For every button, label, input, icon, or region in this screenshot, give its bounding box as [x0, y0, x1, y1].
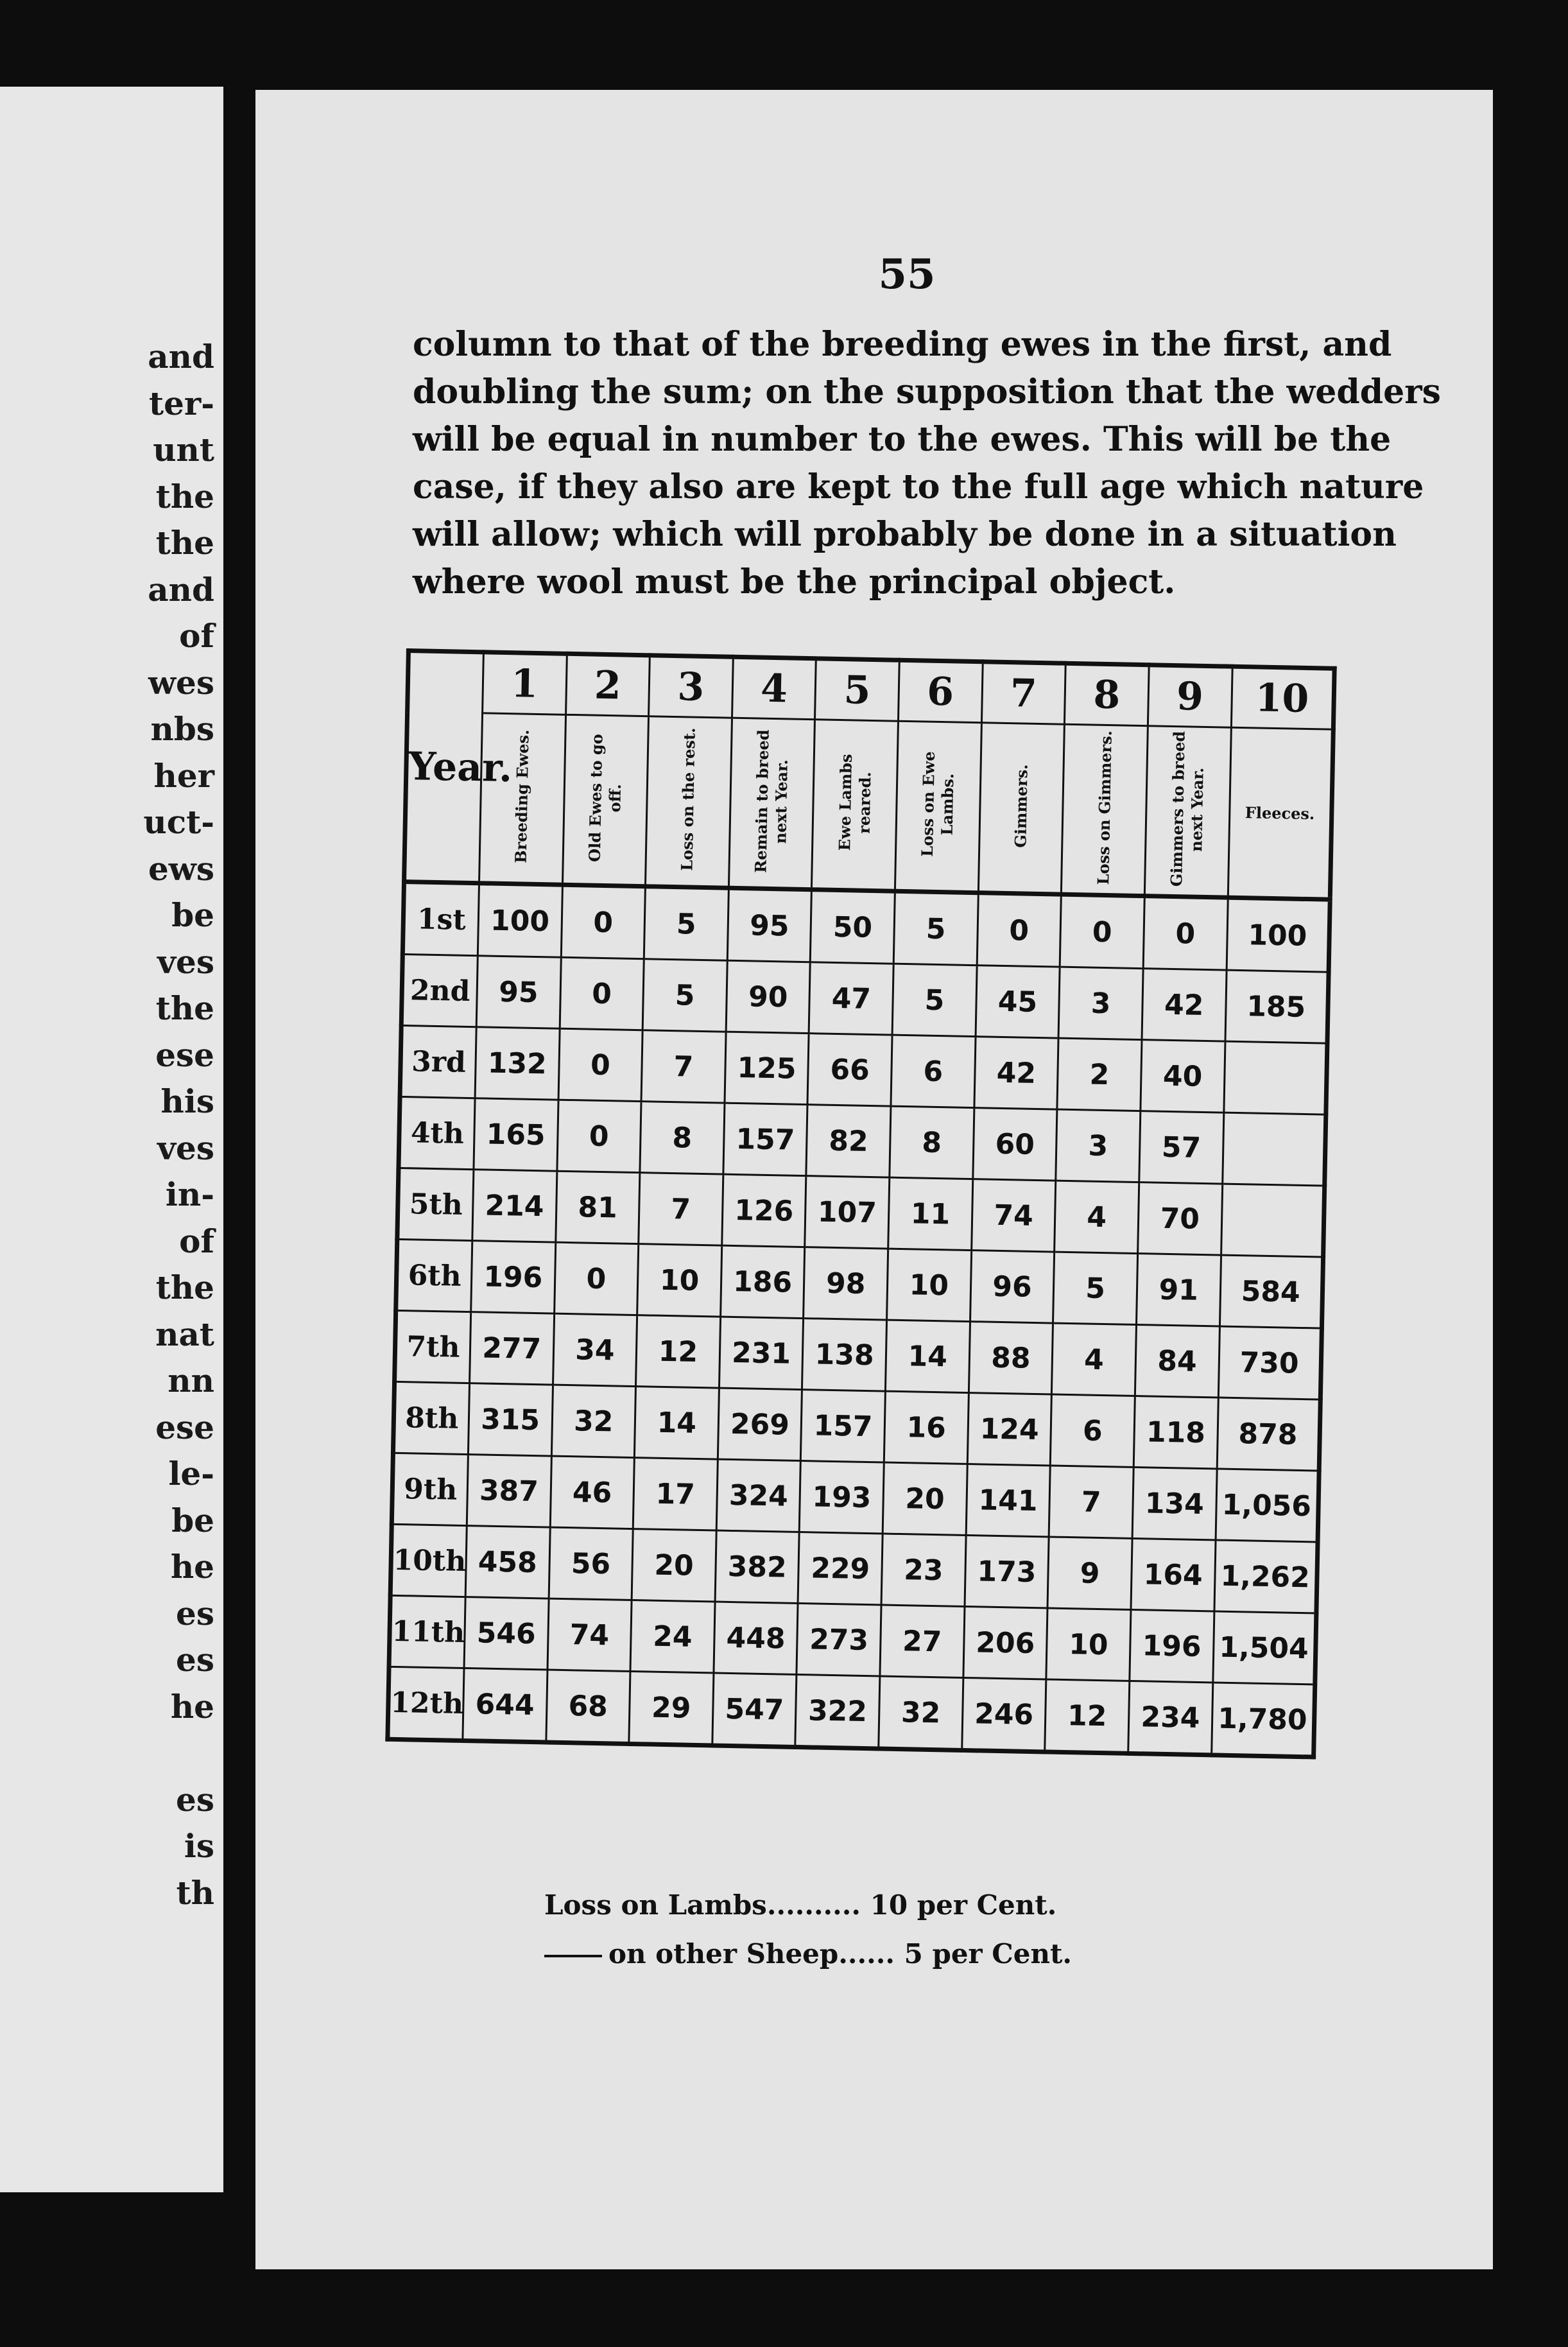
column-header: Fleeces.: [1228, 727, 1334, 899]
column-header: [1144, 726, 1231, 897]
left-page-text-fragment: be: [171, 1501, 214, 1539]
table-cell: 57: [1139, 1111, 1224, 1184]
table-cell: 46: [550, 1456, 635, 1529]
table-cell: 32: [551, 1385, 636, 1457]
left-page-text-fragment: and: [148, 570, 214, 609]
table-cell: 74: [971, 1179, 1056, 1252]
left-page-text-fragment: is: [184, 1827, 214, 1865]
column-number: 10: [1231, 666, 1334, 729]
table-cell: 277: [469, 1312, 554, 1385]
table-cell: 56: [549, 1527, 633, 1600]
table-cell: 47: [809, 962, 893, 1035]
table-cell: 20: [632, 1529, 716, 1602]
table-cell: 45: [976, 966, 1060, 1038]
year-cell: 9th: [392, 1453, 468, 1525]
table-cell: 4: [1052, 1323, 1137, 1396]
year-cell: 6th: [396, 1239, 472, 1312]
left-page-text-fragment: of: [179, 1222, 214, 1260]
left-page-text-fragment: es: [176, 1641, 214, 1679]
table-cell: 164: [1131, 1538, 1216, 1611]
column-header: [1062, 724, 1148, 896]
left-page-text-fragment: he: [170, 1548, 214, 1586]
sheep-stock-table-wrapper: [383, 648, 1337, 1873]
table-cell: 186: [720, 1245, 805, 1318]
table-cell: 448: [714, 1602, 798, 1674]
table-cell: 324: [716, 1459, 801, 1532]
column-number: 3: [649, 655, 733, 718]
table-cell: 157: [801, 1390, 886, 1462]
table-cell: 60: [972, 1108, 1057, 1181]
left-page-text-fragment: the: [155, 477, 214, 515]
left-page-text-fragment: ews: [148, 849, 214, 888]
book-page: [255, 90, 1493, 2269]
table-cell: 234: [1128, 1681, 1213, 1754]
table-cell: 16: [884, 1391, 969, 1464]
table-cell: 125: [725, 1032, 809, 1104]
table-cell: 84: [1135, 1325, 1219, 1398]
table-cell: 6: [891, 1035, 976, 1107]
table-cell: 50: [811, 890, 895, 964]
table-cell: 90: [726, 960, 811, 1033]
column-header: [479, 713, 565, 885]
year-cell: 5th: [397, 1168, 474, 1240]
table-cell: 12: [1045, 1679, 1130, 1753]
page-number: 55: [878, 250, 936, 299]
column-header-label: Old Ewes to go off.: [585, 733, 625, 862]
table-cell: 6: [1050, 1394, 1135, 1467]
table-cell: 382: [715, 1530, 800, 1603]
table-cell: 100: [1227, 897, 1331, 972]
year-cell: 3rd: [400, 1025, 476, 1098]
table-cell: 8: [890, 1106, 974, 1179]
table-cell: 7: [641, 1030, 726, 1103]
table-cell: 96: [970, 1251, 1055, 1323]
year-cell: 8th: [393, 1381, 469, 1454]
table-cell: [1222, 1113, 1326, 1186]
column-number: 5: [815, 659, 899, 721]
left-page-text-fragment: unt: [153, 431, 214, 469]
table-cell: 0: [554, 1242, 639, 1315]
table-cell: 173: [965, 1535, 1049, 1607]
table-cell: 1,504: [1212, 1611, 1316, 1684]
table-cell: 5: [644, 887, 728, 960]
table-cell: 1,262: [1214, 1540, 1318, 1613]
table-cell: 196: [1130, 1609, 1214, 1682]
left-page-text-fragment: he: [170, 1687, 214, 1726]
table-cell: 231: [719, 1317, 804, 1389]
table-cell: 17: [633, 1458, 718, 1530]
table-cell: 27: [880, 1605, 965, 1677]
table-cell: 126: [721, 1174, 806, 1247]
table-cell: 458: [465, 1526, 550, 1598]
table-cell: 14: [634, 1387, 719, 1459]
table-cell: 40: [1141, 1040, 1225, 1113]
left-page-text-fragment: ese: [155, 1408, 214, 1446]
footnote: [544, 1881, 1072, 1979]
table-cell: 118: [1133, 1396, 1218, 1469]
table-cell: 132: [475, 1027, 560, 1100]
table-cell: 1,780: [1211, 1683, 1315, 1757]
column-header-label: Loss on the rest.: [677, 727, 700, 872]
paragraph-line: doubling the sum; on the supposition that the wedders: [413, 372, 1441, 411]
year-cell: 11th: [389, 1595, 465, 1668]
table-cell: 3: [1056, 1109, 1141, 1182]
column-number: 9: [1148, 665, 1232, 727]
column-number: 2: [565, 654, 650, 716]
table-cell: 0: [1060, 894, 1144, 968]
table-cell: 10: [1046, 1608, 1131, 1681]
left-page-text-fragment: ese: [155, 1035, 214, 1074]
left-page-text-fragment: nbs: [150, 710, 214, 748]
table-cell: 23: [881, 1534, 966, 1606]
left-page-text-fragment: in-: [165, 1175, 214, 1213]
table-cell: 95: [476, 956, 561, 1028]
left-page-text-fragment: nn: [168, 1362, 214, 1399]
left-page-text-fragment: nat: [155, 1315, 214, 1353]
column-header-label: Gimmers to breed next Year.: [1167, 731, 1207, 887]
left-page-text-fragment: the: [155, 989, 214, 1027]
table-cell: 138: [802, 1319, 887, 1391]
column-header-label: Loss on Gimmers.: [1093, 730, 1116, 885]
table-cell: 42: [1142, 969, 1227, 1041]
table-cell: 273: [797, 1603, 881, 1676]
footnote-line-lambs: Loss on Lambs.......... 10 per Cent.: [544, 1889, 1057, 1921]
table-cell: 24: [630, 1600, 715, 1673]
column-header: [978, 723, 1065, 894]
year-cell: 4th: [399, 1096, 475, 1169]
paragraph-line: will allow; which will probably be done in a situation: [413, 515, 1397, 554]
left-page-text-fragment: be: [171, 896, 214, 934]
table-cell: 584: [1219, 1255, 1323, 1328]
left-page-text-fragment: wes: [148, 663, 214, 702]
table-cell: 98: [804, 1247, 888, 1320]
table-cell: 229: [798, 1532, 883, 1605]
table-cell: 42: [974, 1037, 1059, 1109]
table-cell: 10: [637, 1244, 722, 1317]
left-page-text-fragment: his: [160, 1082, 214, 1120]
table-cell: 5: [893, 891, 978, 965]
left-page-text-fragment: the: [155, 524, 214, 562]
table-cell: 730: [1218, 1326, 1322, 1399]
paragraph-line: will be equal in number to the ewes. This will be the: [413, 420, 1391, 459]
table-cell: 91: [1136, 1254, 1221, 1326]
table-cell: 246: [961, 1677, 1046, 1751]
year-cell: 1st: [402, 882, 479, 956]
year-header: Year.: [404, 651, 484, 883]
table-cell: 322: [795, 1674, 880, 1748]
table-cell: 206: [963, 1606, 1048, 1679]
left-page-text-fragment: her: [153, 756, 214, 795]
left-page-text-fragment: of: [179, 617, 214, 655]
column-header-row: [404, 712, 1334, 900]
column-header-label: Ewe Lambs reared.: [834, 754, 875, 851]
column-header-label: Gimmers.: [1011, 764, 1031, 848]
table-cell: 81: [555, 1171, 640, 1243]
paragraph-line: where wool must be the principal object.: [413, 562, 1176, 602]
table-cell: 315: [468, 1383, 553, 1456]
year-cell: 10th: [390, 1524, 467, 1597]
table-cell: 196: [471, 1241, 556, 1313]
table-cell: 82: [806, 1105, 891, 1177]
table-cell: 70: [1137, 1182, 1222, 1255]
table-cell: 2: [1057, 1038, 1142, 1111]
table-cell: [1223, 1041, 1327, 1114]
table-cell: 185: [1225, 970, 1329, 1043]
left-page-text-fragment: uct-: [143, 803, 214, 841]
table-cell: 12: [636, 1315, 721, 1388]
table-cell: 214: [472, 1170, 557, 1242]
table-cell: 66: [807, 1034, 892, 1106]
table-cell: 0: [558, 1028, 643, 1101]
table-cell: 5: [892, 964, 977, 1036]
table-cell: 14: [885, 1320, 970, 1392]
table-cell: 29: [629, 1671, 714, 1745]
left-page-text-fragment: th: [176, 1873, 214, 1912]
left-page-text-fragment: es: [176, 1780, 214, 1819]
table-cell: 134: [1132, 1467, 1217, 1539]
table-cell: 165: [474, 1098, 558, 1171]
column-number: 6: [898, 660, 982, 722]
column-number: 4: [732, 657, 816, 719]
left-page-text-fragment: ves: [157, 942, 214, 981]
table-cell: 34: [553, 1313, 637, 1386]
year-cell: 7th: [395, 1310, 471, 1383]
table-cell: 0: [977, 893, 1062, 967]
column-number: 8: [1065, 663, 1149, 725]
table-cell: 3: [1058, 967, 1143, 1039]
left-page-text-fragment: es: [176, 1594, 214, 1633]
table-cell: 107: [805, 1176, 890, 1249]
paragraph-line: column to that of the breeding ewes in the first, and: [413, 325, 1392, 364]
column-number: 1: [482, 652, 566, 714]
paragraph-line: case, if they also are kept to the full age which nature: [413, 467, 1424, 507]
table-cell: 387: [467, 1455, 551, 1527]
table-cell: 1,056: [1216, 1469, 1320, 1542]
column-header-label: Breeding Ewes.: [511, 729, 533, 863]
column-header: [812, 720, 899, 891]
left-page-text-fragment: the: [155, 1269, 214, 1306]
left-page-text-fragment: le-: [168, 1455, 214, 1493]
column-number: 7: [981, 662, 1065, 724]
table-cell: 100: [478, 883, 562, 957]
table-cell: 95: [727, 888, 812, 962]
table-cell: 9: [1047, 1537, 1132, 1609]
ditto-dash: [544, 1955, 602, 1957]
table-cell: 11: [888, 1177, 973, 1250]
table-cell: 269: [718, 1388, 802, 1460]
footnote-line-sheep: [544, 1930, 1072, 1979]
table-cell: 5: [1053, 1252, 1138, 1324]
table-cell: 124: [967, 1393, 1052, 1466]
table-cell: 0: [560, 957, 644, 1030]
column-header-label: Remain to breed next Year.: [751, 729, 791, 873]
column-header: [646, 716, 732, 888]
table-cell: 644: [463, 1668, 547, 1742]
footnote-line-sheep-text: on other Sheep...... 5 per Cent.: [608, 1938, 1073, 1970]
table-cell: 193: [800, 1461, 884, 1534]
table-cell: 4: [1055, 1181, 1139, 1253]
table-cell: 20: [883, 1462, 967, 1535]
facing-page: [0, 87, 223, 2192]
column-header-label: Loss on Ewe Lambs.: [918, 751, 958, 858]
table-cell: 547: [712, 1673, 797, 1747]
table-cell: 0: [561, 885, 646, 958]
table-cell: 5: [642, 959, 727, 1032]
table-cell: 68: [546, 1670, 630, 1744]
column-header: [895, 721, 981, 892]
table-cell: 8: [640, 1102, 725, 1174]
left-page-text-fragment: and: [148, 338, 214, 376]
table-cell: 74: [547, 1598, 632, 1671]
table-body: [388, 882, 1330, 1757]
table-cell: [1221, 1184, 1325, 1257]
table-cell: 32: [879, 1676, 963, 1750]
year-cell: 2nd: [401, 954, 478, 1026]
table-cell: 878: [1217, 1398, 1321, 1471]
table-cell: 0: [1143, 896, 1228, 970]
table-cell: 546: [464, 1597, 549, 1670]
left-page-text-fragment: ves: [157, 1129, 214, 1167]
column-header: [728, 718, 815, 889]
table-cell: 7: [639, 1173, 723, 1245]
body-paragraph: [413, 321, 1568, 606]
table-cell: 10: [887, 1249, 972, 1321]
table-cell: 88: [969, 1322, 1053, 1394]
year-cell: 12th: [388, 1667, 464, 1740]
table-cell: 0: [556, 1100, 641, 1172]
left-page-text-fragment: ter-: [148, 384, 214, 422]
sheep-stock-table: [385, 648, 1336, 1760]
table-cell: 141: [966, 1464, 1051, 1537]
table-cell: 157: [723, 1103, 808, 1175]
table-cell: 7: [1049, 1466, 1133, 1538]
column-header: [562, 714, 649, 886]
